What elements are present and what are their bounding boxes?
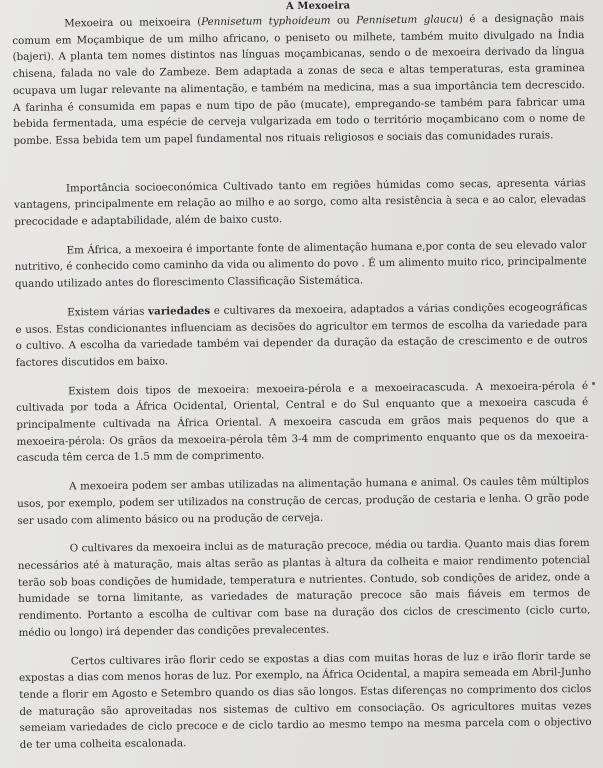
document-body	[12, 0, 592, 754]
paragraph-intro-text-1: Mexoeira ou meixoeira (	[64, 16, 202, 30]
paragraph-intro	[12, 10, 585, 150]
paragraph-socioeconomic: Importância socioeconómica Cultivado tanto em regiões húmidas como secas, apresenta várias vantagens, principalmente em relação ao milho e ao sorgo, como alta resistência à seca e ao calor, elevadas precocidade e adaptabilidade, além de baixo custo.	[14, 176, 587, 229]
paragraph-africa: Em África, a mexoeira é importante fonte de alimentação humana e,por conta de seu elevado valor nutritivo, é conhecido como caminho da vida ou alimento do povo . É um alimento muito rico, principalmente quando utilizado antes do florescimento Classificação Sistemática.	[14, 238, 587, 291]
paragraph-intro-text-2: ou	[330, 14, 357, 27]
margin-mark	[592, 382, 595, 385]
paragraph-varieties-text-2: e cultivares da mexoeira, adaptados a várias condições ecogeográficas e usos. Estas condicionantes influenciam as decisões do agricultor em termos de escolha da variedade para o cultivo. A escolha da variedade também vai depender da duração da estação de crescimento e de outros factores discutidos em baixo.	[15, 300, 588, 369]
paragraph-types: Existem dois tipos de mexoeira: mexoeira-pérola e a mexoeiracascuda. A mexoeira-pérola é cultivada por toda a África Ocidental, Oriental, Central e do Sul enquanto que a mexoeira cascuda é principalmente cultivada na África Oriental. A mexoeira cascuda em grãos mais pequenos do que a mexoeira-pérola: Os grãos da mexoeira-pérola têm 3-4 mm de comprimento enquanto que os da mexoeira-cascuda têm cerca de 1.5 mm de comprimento.	[16, 379, 589, 465]
paragraph-intro-text-3: ) é a designação mais comum em Moçambique de um milho africano, o peniseto ou milhete, também muito divulgado na Índia (bajeri). A planta tem nomes distintos nas línguas moçambicanas, sendo o de mexoeira derivado da língua chisena, falada no vale do Zambeze. Bem adaptada a zonas de seca e altas temperaturas, esta graminea ocupava um lugar relevante na alimentação, e também na medicina, mas a sua importância tem decrescido. A farinha é consumida em papas e num tipo de pão (mucate), empregando-se também para fabricar uma bebida fermentada, uma espécie de cerveja vulgarizada em todo o território moçambicano com o nome de pombe. Essa bebida tem um papel fundamental nos rituais religiosos e sociais das comunidades rurais.	[12, 12, 586, 147]
paragraph-flowering: Certos cultivares irão florir cedo se expostas a dias com muitas horas de luz e irão florir tarde se expostas a dias com menos horas de luz. Por exemplo, na África Ocidental, a mapira semeada em Abril-Junho tende a florir em Agosto e Setembro quando os dias são longos. Estas diferenças no comprimento dos ciclos de maturação são aproveitadas nos sistemas de cultivo em consociação. Os agricultores muitas vezes semeiam variedades de ciclo precoce e de ciclo tardio ao mesmo tempo na mesma parcela com o objectivo de ter uma colheita escalonada.	[18, 649, 592, 751]
scientific-name-1: Pennisetum typhoideum	[201, 14, 331, 29]
paragraph-varieties-text-1: Existem várias	[67, 305, 149, 319]
document-title: A Mexoeira	[285, 0, 351, 13]
keyword-variedades: variedades	[148, 304, 211, 318]
paragraph-varieties	[15, 299, 588, 372]
paragraph-uses: A mexoeira podem ser ambas utilizadas na alimentação humana e animal. Os caules têm múltiplos usos, por exemplo, podem ser utilizados na construção de cercas, produção de cestaria e lenha. O grão pode ser usado com alimento básico ou na produção de cerveja.	[17, 475, 590, 527]
scientific-name-2: Pennisetum glaucu	[356, 13, 459, 27]
paragraph-maturation: O cultivares da mexoeira inclui as de maturação precoce, média ou tardia. Quanto mais dias forem necessários até à maturação, mais altas serão as plantas à altura da colheita e maior rendimento potencial terão sob boas condições de humidade, temperatura e nutrientes. Contudo, sob condições de aridez, onde a humidade se torna limitante, as variedades de maturação precoce são mais fiáveis em termos de rendimento. Portanto a escolha de cultivar com base na duração dos ciclos de crescimento (ciclo curto, médio ou longo) irá depender das condições prevalecentes.	[17, 537, 591, 639]
